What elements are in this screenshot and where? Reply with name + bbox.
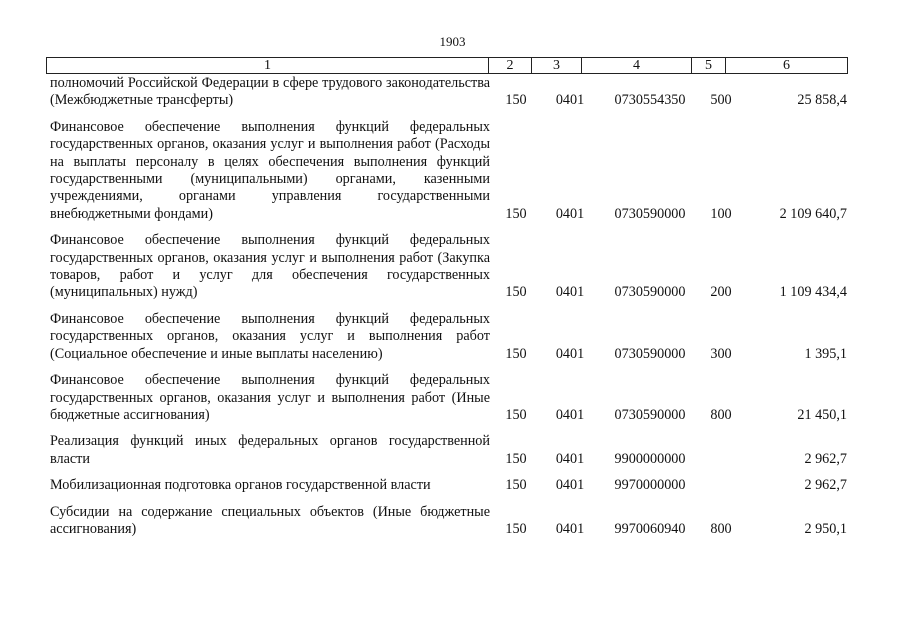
row-target-article: 0730554350 [614,92,686,109]
budget-table-body [46,75,847,538]
row-section-code: 0401 [555,477,585,494]
row-expense-type: 100 [710,205,732,222]
row-target-article: 0730590000 [614,345,686,362]
row-ministry-code: 150 [505,284,527,301]
row-amount: 2 109 640,7 [779,205,847,222]
row-section-code: 0401 [555,520,585,537]
row-description: Финансовое обеспечение выполнения функций федеральных государственных органов, оказания услуг и выполнения работ (Иные бюджетные ассигнования) [50,372,490,423]
row-section-code: 0401 [555,92,585,109]
row-amount: 2 950,1 [804,520,847,537]
row-ministry-code: 150 [505,205,527,222]
table-row [46,504,847,539]
row-ministry-code: 150 [505,477,527,494]
row-amount: 21 450,1 [797,406,847,423]
row-ministry-code: 150 [505,92,527,109]
page-number: 1903 [439,34,466,49]
row-expense-type: 800 [710,520,732,537]
column-header-1: 1 [47,58,489,74]
row-amount: 25 858,4 [797,92,847,109]
column-header-row [47,58,848,74]
row-expense-type: 300 [710,345,732,362]
table-row [46,119,847,223]
row-description: Финансовое обеспечение выполнения функций федеральных государственных органов, оказания услуг и выполнения работ (Закупка товаров, работ и услуг для обеспечения государственных (муниципальных) нужд) [50,232,490,301]
row-description: Реализация функций иных федеральных органов государственной власти [50,433,490,467]
row-target-article: 9900000000 [614,450,686,467]
row-section-code: 0401 [555,205,585,222]
row-section-code: 0401 [555,284,585,301]
row-expense-type: 800 [710,406,732,423]
row-description: полномочий Российской Федерации в сфере трудового законодательства (Межбюджетные трансферты) [50,75,490,109]
row-section-code: 0401 [555,345,585,362]
row-description: Субсидии на содержание специальных объектов (Иные бюджетные ассигнования) [50,503,490,537]
column-header-6: 6 [726,58,848,74]
row-target-article: 0730590000 [614,406,686,423]
row-target-article: 9970060940 [614,520,686,537]
row-expense-type: 200 [710,284,732,301]
row-target-article: 0730590000 [614,205,686,222]
column-header-2: 2 [489,58,532,74]
row-ministry-code: 150 [505,520,527,537]
row-section-code: 0401 [555,450,585,467]
row-amount: 1 109 434,4 [779,284,847,301]
row-amount: 1 395,1 [804,345,847,362]
table-row [46,311,847,363]
row-target-article: 0730590000 [614,284,686,301]
row-ministry-code: 150 [505,345,527,362]
table-row [46,433,847,468]
table-row [46,477,847,494]
column-header-table [46,57,848,74]
row-description: Финансовое обеспечение выполнения функций федеральных государственных органов, оказания услуг и выполнения работ (Расходы на выплаты персоналу в целях обеспечения выполнения функций государственными (муниципальными) органами, казенными учреждениями, органами управления государственными внебюджетными фондами) [50,118,490,222]
table-row [46,75,847,110]
column-header-4: 4 [582,58,692,74]
row-ministry-code: 150 [505,450,527,467]
row-expense-type: 500 [710,92,732,109]
column-header-5: 5 [692,58,726,74]
row-amount: 2 962,7 [804,477,847,494]
row-target-article: 9970000000 [614,477,686,494]
column-header-3: 3 [532,58,582,74]
row-ministry-code: 150 [505,406,527,423]
table-row [46,232,847,302]
row-description: Мобилизационная подготовка органов государственной власти [50,477,431,494]
row-section-code: 0401 [555,406,585,423]
row-amount: 2 962,7 [804,450,847,467]
table-row [46,372,847,424]
row-description: Финансовое обеспечение выполнения функций федеральных государственных органов, оказания услуг и выполнения работ (Социальное обеспечение и иные выплаты населению) [50,310,490,362]
